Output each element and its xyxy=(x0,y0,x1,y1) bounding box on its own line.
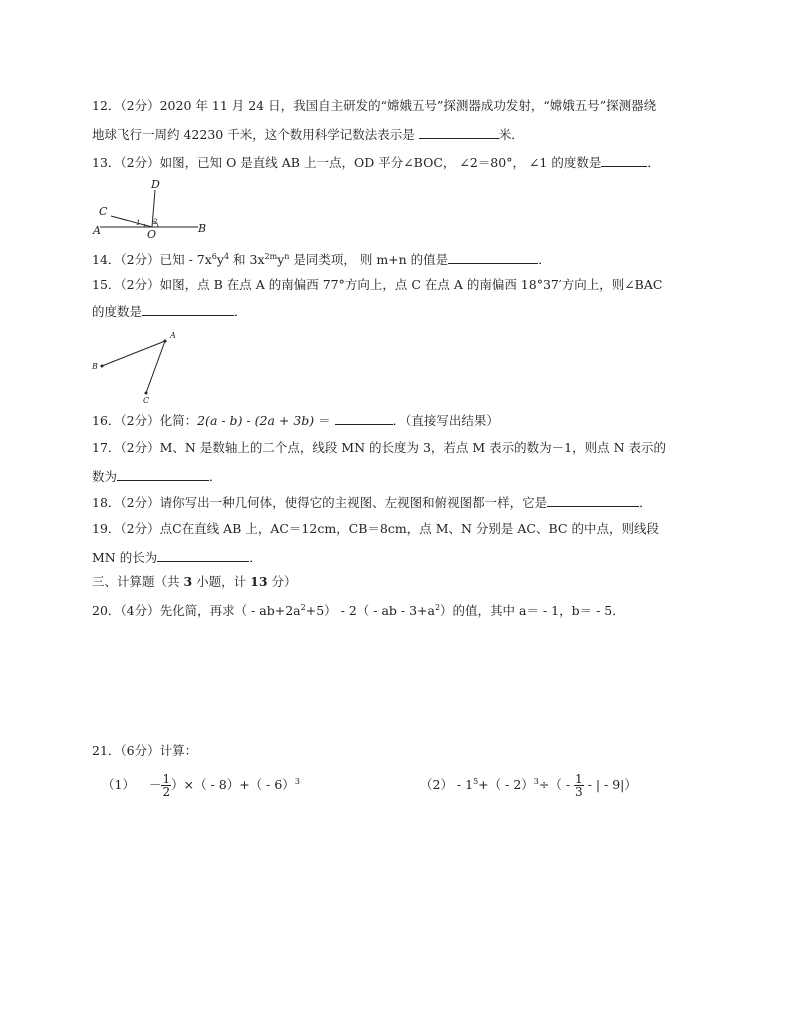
q17-line1: 17．（2分）M、N 是数轴上的二个点，线段 MN 的长度为 3，若点 M 表示的数为－1，则点 N 表示的 xyxy=(92,440,667,455)
section3-mid: 小题，计 xyxy=(192,574,251,589)
q13-label-d: D xyxy=(151,178,160,191)
section3-count: 3 xyxy=(183,574,193,589)
q14-end: ． xyxy=(538,252,551,268)
q21-part1-label: （1） xyxy=(102,777,135,793)
q20-exp1: 2 xyxy=(300,603,306,612)
section3-heading xyxy=(92,574,297,590)
q20-exp2: 2 xyxy=(434,603,441,612)
q21-part1-numerator: 1 xyxy=(162,772,171,787)
q14-pre: 14．（2分）已知 - 7x xyxy=(92,252,212,268)
q13-label-a: A xyxy=(93,224,101,237)
section3-pre: 三、计算题（共 xyxy=(92,574,184,589)
q21-part2-c: ÷（ - xyxy=(538,777,575,793)
q21-part2-exp2: 3 xyxy=(533,777,539,786)
q14-mid1: y xyxy=(216,252,224,268)
q14-exp2: 4 xyxy=(223,252,230,261)
q15-end: ． xyxy=(234,304,247,319)
q12-line1: 12．（2分）2020 年 11 月 24 日，我国自主研发的“嫦娥五号”探测器成功发射，“嫦娥五号”探测器绕 xyxy=(92,98,657,113)
section3-post: 分） xyxy=(267,574,297,589)
q15-answer-blank[interactable] xyxy=(142,303,234,316)
q12-answer-blank[interactable] xyxy=(419,126,499,139)
q12-line2 xyxy=(92,126,524,143)
q16-answer-blank[interactable] xyxy=(335,412,393,425)
q13-label-angle1: 1 xyxy=(136,219,141,227)
q21-part2-label: （2） xyxy=(420,777,453,793)
q16-expression: 2(a - b) - (2a + 3b) xyxy=(197,413,315,428)
q15-label-c: C xyxy=(143,396,150,404)
q21-part2-fraction xyxy=(574,773,584,798)
q18-text xyxy=(92,494,652,511)
q15-label-b: B xyxy=(92,362,98,371)
q16-text xyxy=(92,412,499,429)
q19-pre: MN 的长为 xyxy=(92,550,158,565)
q14-exp1: 6 xyxy=(211,252,217,261)
q17-line2 xyxy=(92,468,222,485)
q21-title: 21．（6分）计算： xyxy=(92,743,198,758)
q12-unit: 米． xyxy=(498,127,524,142)
q13-label-c: C xyxy=(99,205,108,218)
q19-answer-blank[interactable] xyxy=(157,549,249,562)
q21-part2-numerator: 1 xyxy=(575,772,583,787)
q21-part2-exp1: 5 xyxy=(473,777,479,786)
q14-mid2: 和 3x xyxy=(229,252,265,268)
q15-line1: 15．（2分）如图，点 B 在点 A 的南偏西 77°方向上，点 C 在点 A 的南偏西 18°37′方向上，则∠BAC xyxy=(92,277,663,292)
q15-figure xyxy=(88,328,188,404)
q21-part2-denominator: 3 xyxy=(575,785,583,800)
q15-pre: 的度数是 xyxy=(92,304,143,319)
q14-exp4: n xyxy=(284,252,290,261)
q19-line1: 19．（2分）点C在直线 AB 上，AC＝12cm，CB＝8cm，点 M、N 分别是 AC、BC 的中点，则线段 xyxy=(92,521,659,536)
q13-answer-blank[interactable] xyxy=(601,154,647,167)
q13-label-o: O xyxy=(147,228,157,240)
q20-mid: +5） - 2（ - ab - 3+a xyxy=(305,603,435,619)
q21-part1 xyxy=(102,772,300,798)
q14-post: 是同类项， 则 m+n 的值是 xyxy=(289,252,449,268)
q20-pre: 20．（4分）先化简，再求（ - ab+2a xyxy=(92,603,301,619)
q21-part1-denominator: 2 xyxy=(162,785,171,800)
section3-score: 13 xyxy=(250,574,268,589)
q14-exp3: 2m xyxy=(264,252,278,261)
q21-part1-rest: ）×（ - 8）+（ - 6） xyxy=(171,777,295,793)
q16-post: ．（直接写出结果） xyxy=(392,413,499,428)
q13-label-angle2: 2 xyxy=(153,218,158,226)
q16-equals: ＝ xyxy=(314,413,335,428)
q20-post: ）的值，其中 a＝ - 1，b＝ - 5． xyxy=(440,603,625,619)
q18-end: ． xyxy=(639,495,652,510)
q21-part2 xyxy=(420,772,637,798)
q18-answer-blank[interactable] xyxy=(547,494,639,507)
q21-part2-b: +（ - 2） xyxy=(478,777,534,793)
q17-answer-blank[interactable] xyxy=(117,468,209,481)
q20-text xyxy=(92,600,625,619)
q18-pre: 18．（2分）请你写出一种几何体，使得它的主视图、左视图和俯视图都一样，它是 xyxy=(92,495,548,510)
q14-text xyxy=(92,249,551,268)
q12-text: 地球飞行一周约 42230 千米，这个数用科学记数法表示是 xyxy=(92,127,419,142)
q14-mid3: y xyxy=(277,252,285,268)
q15-line2 xyxy=(92,303,247,320)
q13-end: ． xyxy=(647,155,660,170)
q17-pre: 数为 xyxy=(92,469,118,484)
q16-pre: 16．（2分）化简： xyxy=(92,413,198,428)
q21-part1-exp: 3 xyxy=(294,777,300,786)
q13-figure xyxy=(90,174,220,240)
q19-end: ． xyxy=(249,550,262,565)
q17-end: ． xyxy=(209,469,222,484)
q15-label-a: A xyxy=(170,331,176,340)
q21-part2-d: - | - 9|） xyxy=(583,777,637,793)
q21-part1-fraction xyxy=(161,773,171,798)
q21-part1-sign: － xyxy=(148,777,162,793)
q21-part2-a: - 1 xyxy=(452,777,474,793)
q14-answer-blank[interactable] xyxy=(448,251,538,264)
q13-question: 13．（2分）如图，已知 O 是直线 AB 上一点，OD 平分∠BOC， ∠2＝80°， ∠1 的度数是 xyxy=(92,155,602,170)
q13-label-b: B xyxy=(198,222,207,235)
q19-line2 xyxy=(92,549,262,566)
q13-text xyxy=(92,154,660,171)
